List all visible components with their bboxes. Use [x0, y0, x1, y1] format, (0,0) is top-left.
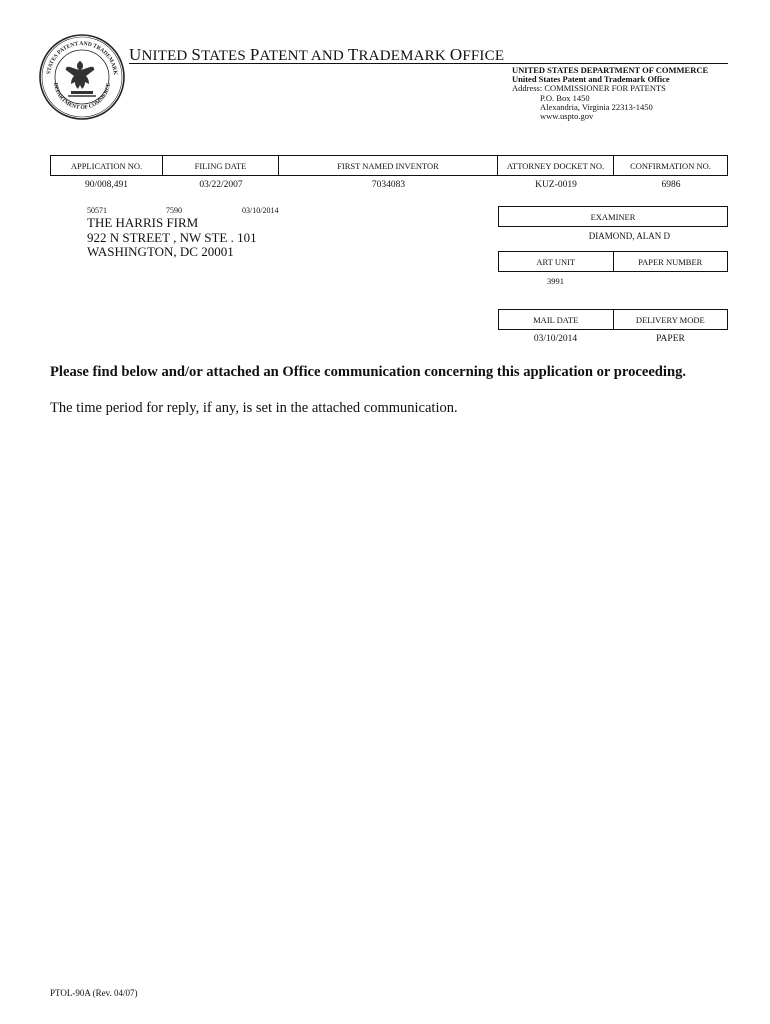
correspondence-code: 7590: [166, 206, 182, 215]
office-title: [129, 45, 504, 65]
notice-text: The time period for reply, if any, is set in the attached communication.: [50, 400, 458, 416]
mail-date-value: 03/10/2014: [533, 334, 578, 344]
header-filing-date: FILING DATE: [163, 155, 279, 176]
uspto-seal: [38, 33, 126, 121]
mail-delivery-header: [498, 309, 728, 330]
art-unit-label: ART UNIT: [536, 256, 576, 267]
header-application-no: APPLICATION NO.: [50, 155, 163, 176]
application-no-value: 90/008,491: [84, 180, 128, 190]
city-address: WASHINGTON, DC 20001: [87, 244, 234, 259]
office-title-part: TATES: [201, 48, 250, 64]
examiner-name: DIAMOND, ALAN D: [588, 231, 670, 241]
mail-date-label: MAIL DATE: [533, 314, 579, 325]
header-first-named-inventor: FIRST NAMED INVENTOR: [279, 155, 498, 176]
first-named-inventor-value: 7034083: [371, 180, 406, 190]
form-number: PTOL-90A (Rev. 04/07): [50, 988, 138, 998]
office-title-part: P: [249, 45, 260, 64]
examiner-label: EXAMINER: [498, 206, 728, 227]
office-name: United States Patent and Trademark Office: [512, 74, 670, 85]
title-rule: [129, 63, 728, 64]
customer-number: 50571: [87, 206, 107, 215]
department-name: UNITED STATES DEPARTMENT OF COMMERCE: [512, 65, 709, 75]
notice-heading: Please find below and/or attached an Office communication concerning this application or proceeding.: [50, 364, 687, 380]
header-attorney-docket-no: ATTORNEY DOCKET NO.: [498, 155, 614, 176]
office-title-part: O: [449, 45, 463, 64]
delivery-mode-label: DELIVERY MODE: [613, 310, 728, 329]
office-title-part: S: [191, 45, 202, 64]
seal-top-text: STATES PATENT AND TRADEMARK: [46, 40, 118, 76]
correspondence-address: [87, 216, 257, 260]
art-unit-value: 3991: [547, 276, 564, 286]
office-title-part: RADEMARK: [358, 48, 450, 64]
firm-name: THE HARRIS FIRM: [87, 215, 199, 230]
street-address: 922 N STREET , NW STE . 101: [87, 229, 257, 245]
office-title-part: NITED: [141, 48, 192, 64]
seal-bottom-text: DEPARTMENT OF COMMERCE: [52, 82, 112, 112]
header-confirmation-no: CONFIRMATION NO.: [614, 155, 728, 176]
po-box: P.O. Box 1450: [540, 92, 590, 103]
office-title-part: ATENT AND: [259, 48, 348, 64]
city-state: Alexandria, Virginia 22313-1450: [540, 101, 653, 112]
office-title-part: U: [129, 45, 142, 64]
office-title-part: FFICE: [462, 48, 505, 64]
filing-date-value: 03/22/2007: [199, 180, 243, 190]
paper-number-label: PAPER NUMBER: [613, 252, 728, 271]
confirmation-no-value: 6986: [661, 180, 681, 190]
office-title-part: T: [347, 45, 359, 64]
address-label: Address: COMMISSIONER FOR PATENTS: [512, 83, 666, 94]
attorney-docket-no-value: KUZ-0019: [535, 180, 577, 190]
correspondence-date: 03/10/2014: [242, 206, 279, 215]
eagle-seal-icon: [38, 33, 126, 121]
art-unit-paper-number-header: [498, 251, 728, 272]
department-address-block: [512, 66, 708, 121]
website-link[interactable]: www.uspto.gov: [540, 111, 594, 122]
delivery-mode-value: PAPER: [656, 334, 685, 344]
